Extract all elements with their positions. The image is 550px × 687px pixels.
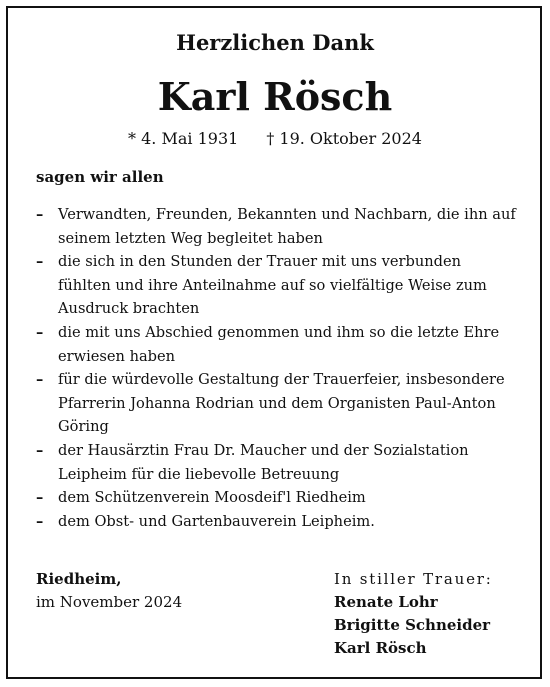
list-item [36, 486, 516, 510]
mourner-name: Brigitte Schneider [334, 616, 491, 634]
thanks-text: der Hausärztin Frau Dr. Maucher und der Sozialstation Leipheim für die liebevolle Betreuung [58, 441, 469, 483]
thanks-text: dem Obst- und Gartenbauverein Leipheim. [58, 512, 375, 530]
dash-bullet: – [36, 489, 44, 507]
thanks-text: dem Schützenverein Moosdeif'l Riedheim [58, 489, 366, 507]
dash-bullet: – [36, 253, 44, 271]
dash-bullet: – [36, 323, 44, 341]
thanks-text: die sich in den Stunden der Trauer mit uns verbunden fühlten und ihre Anteilnahme auf so vielfältige Weise zum Ausdruck brachten [58, 253, 487, 318]
list-item [36, 510, 516, 534]
dash-bullet: – [36, 371, 44, 389]
intro-text: sagen wir allen [36, 168, 164, 186]
thanks-text: für die würdevolle Gestaltung der Trauerfeier, insbesondere Pfarrerin Johanna Rodrian und dem Organisten Paul-Anton Göring [58, 371, 505, 436]
dash-bullet: – [36, 441, 44, 459]
life-dates [0, 128, 550, 150]
death-date: † 19. Oktober 2024 [266, 129, 422, 148]
dash-bullet: – [36, 512, 44, 530]
mourning-lead: In stiller Trauer: [334, 570, 493, 588]
list-item [36, 250, 516, 321]
list-item [36, 439, 516, 486]
notice-date: im November 2024 [36, 593, 183, 611]
place-and-date [36, 568, 182, 614]
mourner-name: Renate Lohr [334, 593, 438, 611]
thanks-text: die mit uns Abschied genommen und ihm so die letzte Ehre erwiesen haben [58, 323, 500, 365]
dash-bullet: – [36, 206, 44, 223]
birth-date: * 4. Mai 1931 [128, 129, 239, 148]
list-item [36, 203, 516, 250]
mourners-block [334, 568, 493, 660]
thanks-text: Verwandten, Freunden, Bekannten und Nachbarn, die ihn auf seinem letzten Weg begleitet haben [58, 206, 516, 247]
thanks-list [36, 203, 516, 533]
headline: Herzlichen Dank [176, 30, 374, 55]
list-item [36, 321, 516, 368]
place-city: Riedheim, [36, 570, 122, 588]
list-item [36, 368, 516, 439]
deceased-name: Karl Rösch [157, 74, 393, 119]
mourner-name: Karl Rösch [334, 639, 427, 657]
